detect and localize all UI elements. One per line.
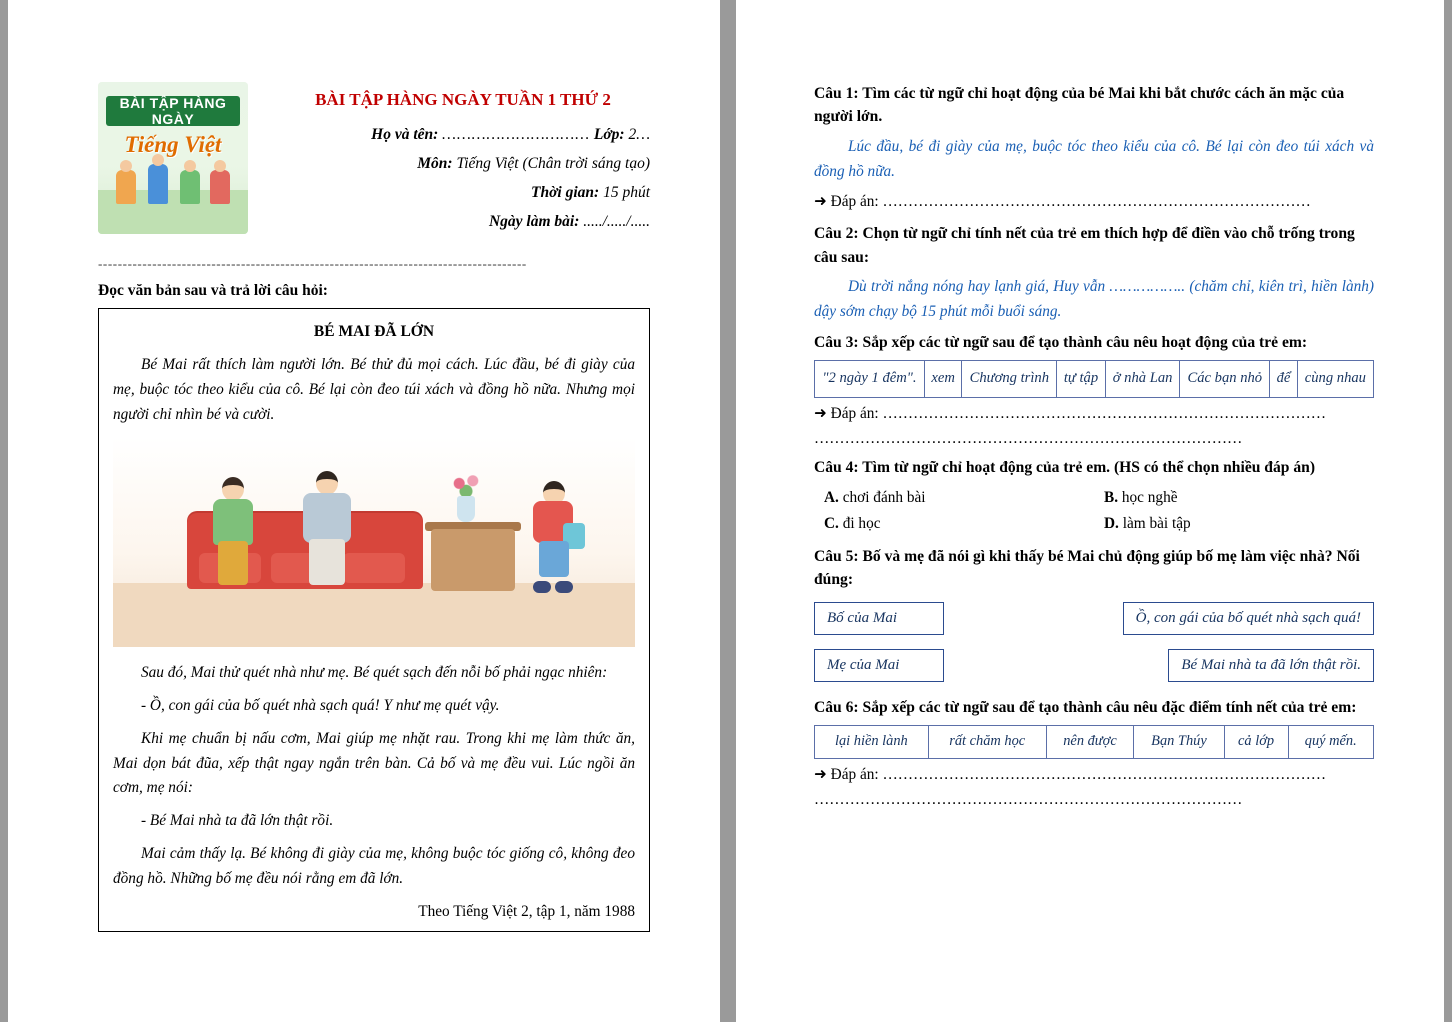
meta-subject-line	[276, 155, 650, 173]
subject-label: Môn:	[417, 155, 453, 172]
match-left-item[interactable]: Bố của Mai	[814, 602, 944, 635]
date-value: ...../...../.....	[583, 213, 650, 230]
question-1-title: Câu 1: Tìm các từ ngữ chỉ hoạt động của bé Mai khi bắt chước cách ăn mặc của người lớn.	[814, 85, 1345, 126]
illustration-mother	[213, 481, 253, 585]
illustration-child	[533, 473, 577, 593]
page-title: BÀI TẬP HÀNG NGÀY TUẦN 1 THỨ 2	[315, 90, 611, 109]
class-value: 2…	[628, 126, 650, 143]
question-1-passage: Lúc đầu, bé đi giày của mẹ, buộc tóc theo kiểu của cô. Bé lại còn đeo túi xách và đồng hồ nữa.	[814, 137, 1374, 180]
arrow-icon: ➜	[814, 192, 827, 211]
word-cell[interactable]: nên được	[1046, 726, 1134, 758]
question-2-passage-post: dậy sớm chạy bộ 15 phút mỗi buổi sáng.	[814, 302, 1062, 320]
meta-date-line	[276, 213, 650, 231]
question-6-word-table	[814, 725, 1374, 758]
word-cell[interactable]: ở nhà Lan	[1105, 360, 1180, 397]
page-right	[736, 0, 1444, 1022]
reading-paragraph: Khi mẹ chuẩn bị nấu cơm, Mai giúp mẹ nhặt rau. Trong khi mẹ làm thức ăn, Mai dọn bát đũa, xếp thật ngay ngắn trên bàn. Cả bố và mẹ đều vui. Lúc ngồi ăn cơm, mẹ nói:	[113, 729, 635, 797]
question-6-answer-line	[814, 763, 1374, 787]
name-label: Họ và tên:	[371, 126, 439, 143]
match-left-item[interactable]: Mẹ của Mai	[814, 649, 944, 682]
word-cell[interactable]: "2 ngày 1 đêm".	[815, 360, 925, 397]
question-2-passage-pre: Dù trời nắng nóng hay lạnh giá, Huy vẫn ……………..	[848, 278, 1186, 296]
option-key: C.	[824, 514, 839, 532]
meta-time-line	[276, 184, 650, 202]
word-cell[interactable]: Chương trình	[962, 360, 1057, 397]
question-5-title: Câu 5: Bố và mẹ đã nói gì khi thấy bé Mai chủ động giúp bố mẹ làm việc nhà? Nối đúng:	[814, 547, 1360, 589]
reading-paragraph: Sau đó, Mai thử quét nhà như mẹ. Bé quét sạch đến nỗi bố phải ngạc nhiên:	[141, 664, 608, 682]
answer-dots[interactable]: …………………………………………………………………………	[882, 193, 1311, 211]
word-cell[interactable]: lại hiền lành	[815, 726, 929, 758]
worksheet-header	[98, 78, 650, 242]
option-text: làm bài tập	[1122, 514, 1191, 532]
answer-dots[interactable]: ……………………………………………………………………………	[882, 404, 1327, 422]
option-d[interactable]	[1094, 511, 1374, 537]
option-a[interactable]	[814, 485, 1094, 511]
question-2-passage	[814, 275, 1374, 325]
question-3-answer-line-2[interactable]: …………………………………………………………………………	[814, 429, 1243, 447]
question-3-title: Câu 3: Sắp xếp các từ ngữ sau để tạo thành câu nêu hoạt động của trẻ em:	[814, 333, 1308, 351]
reading-paragraph: Mai cảm thấy lạ. Bé không đi giày của mẹ, không buộc tóc giống cô, không đeo đồng hồ. Những bố mẹ đều nói rằng em đã lớn.	[113, 844, 635, 887]
reading-paragraph: - Bé Mai nhà ta đã lớn thật rồi.	[141, 812, 334, 830]
logo-subject-text: Tiếng Việt	[124, 132, 222, 157]
match-row	[814, 649, 1374, 682]
option-key: B.	[1104, 488, 1119, 506]
question-4-options	[814, 485, 1374, 537]
option-key: A.	[824, 488, 839, 506]
option-text: học nghề	[1121, 488, 1178, 506]
question-2-passage-options: (chăm chỉ, kiên trì, hiền lành)	[1189, 278, 1375, 296]
class-label: Lớp:	[593, 126, 625, 143]
section-divider: ---------------------------------------------------------------------------------------	[98, 256, 527, 271]
match-row	[814, 602, 1374, 635]
question-3-answer-line	[814, 402, 1374, 426]
time-label: Thời gian:	[531, 184, 600, 201]
reading-paragraph: Bé Mai rất thích làm người lớn. Bé thử đủ mọi cách. Lúc đầu, bé đi giày của mẹ, buộc tóc theo kiểu của cô. Bé lại còn đeo túi xách và đồng hồ nữa. Nhưng mọi người chỉ nhìn bé và cười.	[113, 356, 635, 423]
answer-label: Đáp án:	[830, 404, 879, 422]
illustration-father	[303, 475, 351, 585]
page-left	[8, 0, 720, 1022]
question-1-answer-line	[814, 190, 1374, 214]
option-b[interactable]	[1094, 485, 1374, 511]
answer-label: Đáp án:	[830, 193, 879, 211]
word-cell[interactable]: cùng nhau	[1297, 360, 1373, 397]
match-right-item[interactable]: Ồ, con gái của bố quét nhà sạch quá!	[1123, 602, 1374, 635]
word-cell[interactable]: để	[1270, 360, 1297, 397]
table-row	[815, 726, 1374, 758]
answer-dots[interactable]: ……………………………………………………………………………	[882, 765, 1327, 783]
arrow-icon: ➜	[814, 764, 827, 783]
worksheet-logo	[98, 82, 248, 234]
word-cell[interactable]: tự tập	[1057, 360, 1106, 397]
meta-name-line	[276, 126, 650, 144]
option-key: D.	[1104, 514, 1119, 532]
option-c[interactable]	[814, 511, 1094, 537]
word-cell[interactable]: Các bạn nhỏ	[1180, 360, 1270, 397]
reading-paragraph: - Ồ, con gái của bố quét nhà sạch quá! Y như mẹ quét vậy.	[141, 697, 500, 715]
option-text: đi học	[842, 514, 881, 532]
option-text: chơi đánh bài	[842, 488, 926, 506]
date-label: Ngày làm bài:	[488, 213, 580, 230]
word-cell[interactable]: quý mến.	[1288, 726, 1374, 758]
word-cell[interactable]: Bạn Thúy	[1134, 726, 1224, 758]
question-6-answer-line-2[interactable]: …………………………………………………………………………	[814, 790, 1243, 808]
answer-label: Đáp án:	[830, 765, 879, 783]
question-5-matching	[814, 602, 1374, 682]
word-cell[interactable]: xem	[924, 360, 961, 397]
question-3-word-table	[814, 360, 1374, 398]
word-cell[interactable]: cả lớp	[1224, 726, 1288, 758]
word-cell[interactable]: rất chăm học	[928, 726, 1046, 758]
match-right-item[interactable]: Bé Mai nhà ta đã lớn thật rồi.	[1168, 649, 1374, 682]
reading-title: BÉ MAI ĐÃ LỚN	[313, 323, 435, 340]
table-row	[815, 360, 1374, 397]
reading-passage-box	[98, 308, 650, 932]
question-2-title: Câu 2: Chọn từ ngữ chỉ tính nết của trẻ em thích hợp để điền vào chỗ trống trong câu sau:	[814, 225, 1355, 266]
reading-instruction: Đọc văn bản sau và trả lời câu hỏi:	[98, 282, 328, 299]
logo-banner-text: BÀI TẬP HÀNG NGÀY	[106, 96, 240, 126]
subject-value: Tiếng Việt (Chân trời sáng tạo)	[456, 155, 650, 172]
reading-source: Theo Tiếng Việt 2, tập 1, năm 1988	[418, 903, 635, 921]
time-value: 15 phút	[603, 184, 650, 201]
question-6-title: Câu 6: Sắp xếp các từ ngữ sau để tạo thành câu nêu đặc điểm tính nết của trẻ em:	[814, 698, 1357, 716]
arrow-icon: ➜	[814, 403, 827, 422]
question-4-title: Câu 4: Tìm từ ngữ chỉ hoạt động của trẻ em. (HS có thể chọn nhiều đáp án)	[814, 458, 1316, 476]
story-illustration	[113, 437, 635, 647]
name-dots: …………………………	[442, 126, 590, 143]
